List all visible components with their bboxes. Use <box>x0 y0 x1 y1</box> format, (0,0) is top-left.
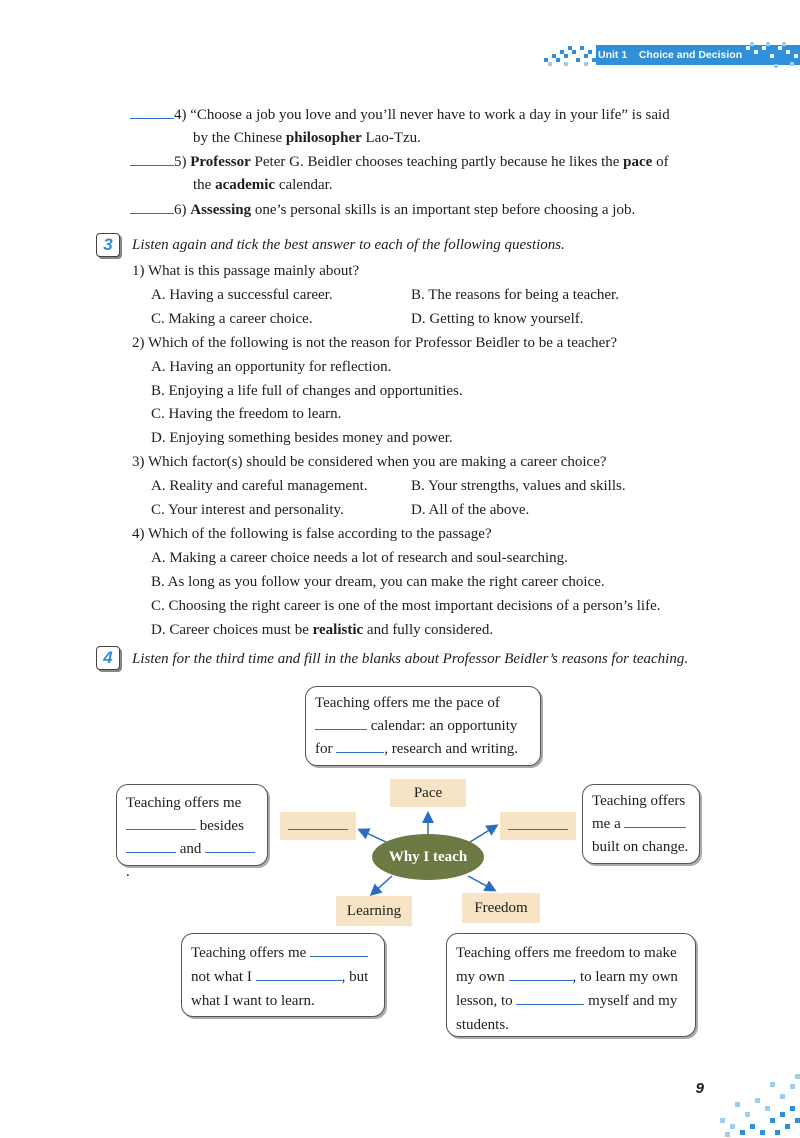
bottom-right-line2b: , to learn my own <box>572 969 678 985</box>
header-checker-pattern <box>540 44 598 68</box>
answer-option[interactable]: D. Enjoying something besides money and power. <box>151 430 453 447</box>
answer-option[interactable]: A. Reality and careful management. <box>151 478 368 495</box>
answer-option[interactable]: C. Your interest and personality. <box>151 502 344 518</box>
answer-blank[interactable] <box>130 104 174 119</box>
bottom-right-line4: students. <box>456 1017 509 1033</box>
answer-option[interactable]: B. The reasons for being a teacher. <box>411 286 619 303</box>
section-3-instruction: Listen again and tick the best answer to each of the following questions. <box>132 237 565 253</box>
unit-title: Choice and Decision <box>638 49 743 61</box>
top-bubble-line1: Teaching offers me the pace of <box>315 695 500 711</box>
bottom-right-line2a: my own <box>456 969 509 985</box>
blank-field[interactable] <box>624 813 686 828</box>
section-4-badge: 4 <box>96 646 120 670</box>
freedom-tag: Freedom <box>462 893 540 923</box>
blank-field[interactable] <box>516 990 584 1005</box>
bottom-left-line2b: , but <box>341 969 369 985</box>
tf-item-continuation: the academic calendar. <box>193 177 333 193</box>
right-bubble <box>582 784 700 864</box>
bottom-right-bubble <box>446 933 696 1037</box>
answer-option[interactable]: C. Making a career choice. <box>151 310 313 327</box>
answer-blank[interactable] <box>130 199 174 214</box>
answer-option[interactable]: B. Enjoying a life full of changes and opportunities. <box>151 382 463 399</box>
blank-field[interactable] <box>509 966 573 981</box>
blank-field[interactable] <box>288 815 348 830</box>
answer-option[interactable]: C. Choosing the right career is one of the most important decisions of a person’s life. <box>151 597 661 614</box>
left-bubble-line3-end: . <box>126 864 130 880</box>
blank-field[interactable] <box>205 838 255 853</box>
top-bubble-line3a: for <box>315 741 337 757</box>
pace-tag: Pace <box>390 779 466 807</box>
bottom-right-line1: Teaching offers me freedom to make <box>456 945 677 961</box>
answer-option[interactable]: D. Career choices must be realistic and fully considered. <box>151 621 494 638</box>
left-bubble-line1: Teaching offers me <box>126 795 242 811</box>
answer-option[interactable]: B. As long as you follow your dream, you can make the right career choice. <box>151 573 605 590</box>
left-bubble-line3: and <box>176 841 206 857</box>
tf-item: 6) Assessing one’s personal skills is an important step before choosing a job. <box>130 199 635 220</box>
tf-item: 5) Professor Peter G. Beidler chooses teaching partly because he likes the pace of <box>130 151 669 172</box>
blank-field[interactable] <box>310 942 368 957</box>
page-number: 9 <box>695 1080 704 1097</box>
blank-field[interactable] <box>336 738 384 753</box>
top-bubble-line3b: , research and writing. <box>384 741 518 757</box>
bottom-right-line3a: lesson, to <box>456 993 517 1009</box>
answer-blank[interactable] <box>130 151 174 166</box>
top-bubble <box>305 686 541 766</box>
question: 4) Which of the following is false according to the passage? <box>132 525 492 542</box>
bottom-left-bubble <box>181 933 385 1017</box>
header-title <box>598 46 742 64</box>
header-checker-pattern-right <box>740 42 800 68</box>
right-bubble-line2: me a <box>592 816 625 832</box>
answer-option[interactable]: A. Having an opportunity for reflection. <box>151 358 392 375</box>
bottom-left-line1: Teaching offers me <box>191 945 311 961</box>
blank-field[interactable] <box>508 815 568 830</box>
right-tag-blank <box>500 812 576 840</box>
answer-option[interactable]: A. Having a successful career. <box>151 286 333 303</box>
left-bubble-line2: besides <box>196 818 244 834</box>
tf-item-continuation: by the Chinese philosopher Lao-Tzu. <box>193 130 421 146</box>
blank-field[interactable] <box>126 838 176 853</box>
answer-option[interactable]: B. Your strengths, values and skills. <box>411 478 626 495</box>
section-4-instruction: Listen for the third time and fill in the blanks about Professor Beidler’s reasons for teaching. <box>132 651 689 667</box>
tf-item: 4) “Choose a job you love and you’ll never have to work a day in your life” is said <box>130 104 670 125</box>
top-bubble-line2: calendar: an opportunity <box>367 718 518 734</box>
right-bubble-line1: Teaching offers <box>592 793 686 809</box>
footer-checker-pattern <box>700 1068 800 1138</box>
question: 3) Which factor(s) should be considered when you are making a career choice? <box>132 454 607 471</box>
unit-label: Unit 1 <box>598 49 628 61</box>
left-tag-blank <box>280 812 356 840</box>
bottom-left-line2a: not what I <box>191 969 256 985</box>
blank-field[interactable] <box>126 815 196 830</box>
question: 2) Which of the following is not the reason for Professor Beidler to be a teacher? <box>132 334 617 351</box>
right-bubble-line3: built on change. <box>592 839 689 855</box>
center-why-i-teach: Why I teach <box>372 834 484 880</box>
answer-option[interactable]: D. All of the above. <box>411 502 530 518</box>
answer-option[interactable]: A. Making a career choice needs a lot of research and soul-searching. <box>151 549 568 566</box>
answer-option[interactable]: D. Getting to know yourself. <box>411 310 584 327</box>
blank-field[interactable] <box>256 966 342 981</box>
left-bubble <box>116 784 268 880</box>
bottom-right-line3b: myself and my <box>584 993 678 1009</box>
bottom-left-line3: what I want to learn. <box>191 993 315 1009</box>
learning-tag: Learning <box>336 896 412 926</box>
question: 1) What is this passage mainly about? <box>132 263 360 279</box>
section-3-badge: 3 <box>96 233 120 257</box>
blank-field[interactable] <box>315 715 367 730</box>
answer-option[interactable]: C. Having the freedom to learn. <box>151 406 342 423</box>
